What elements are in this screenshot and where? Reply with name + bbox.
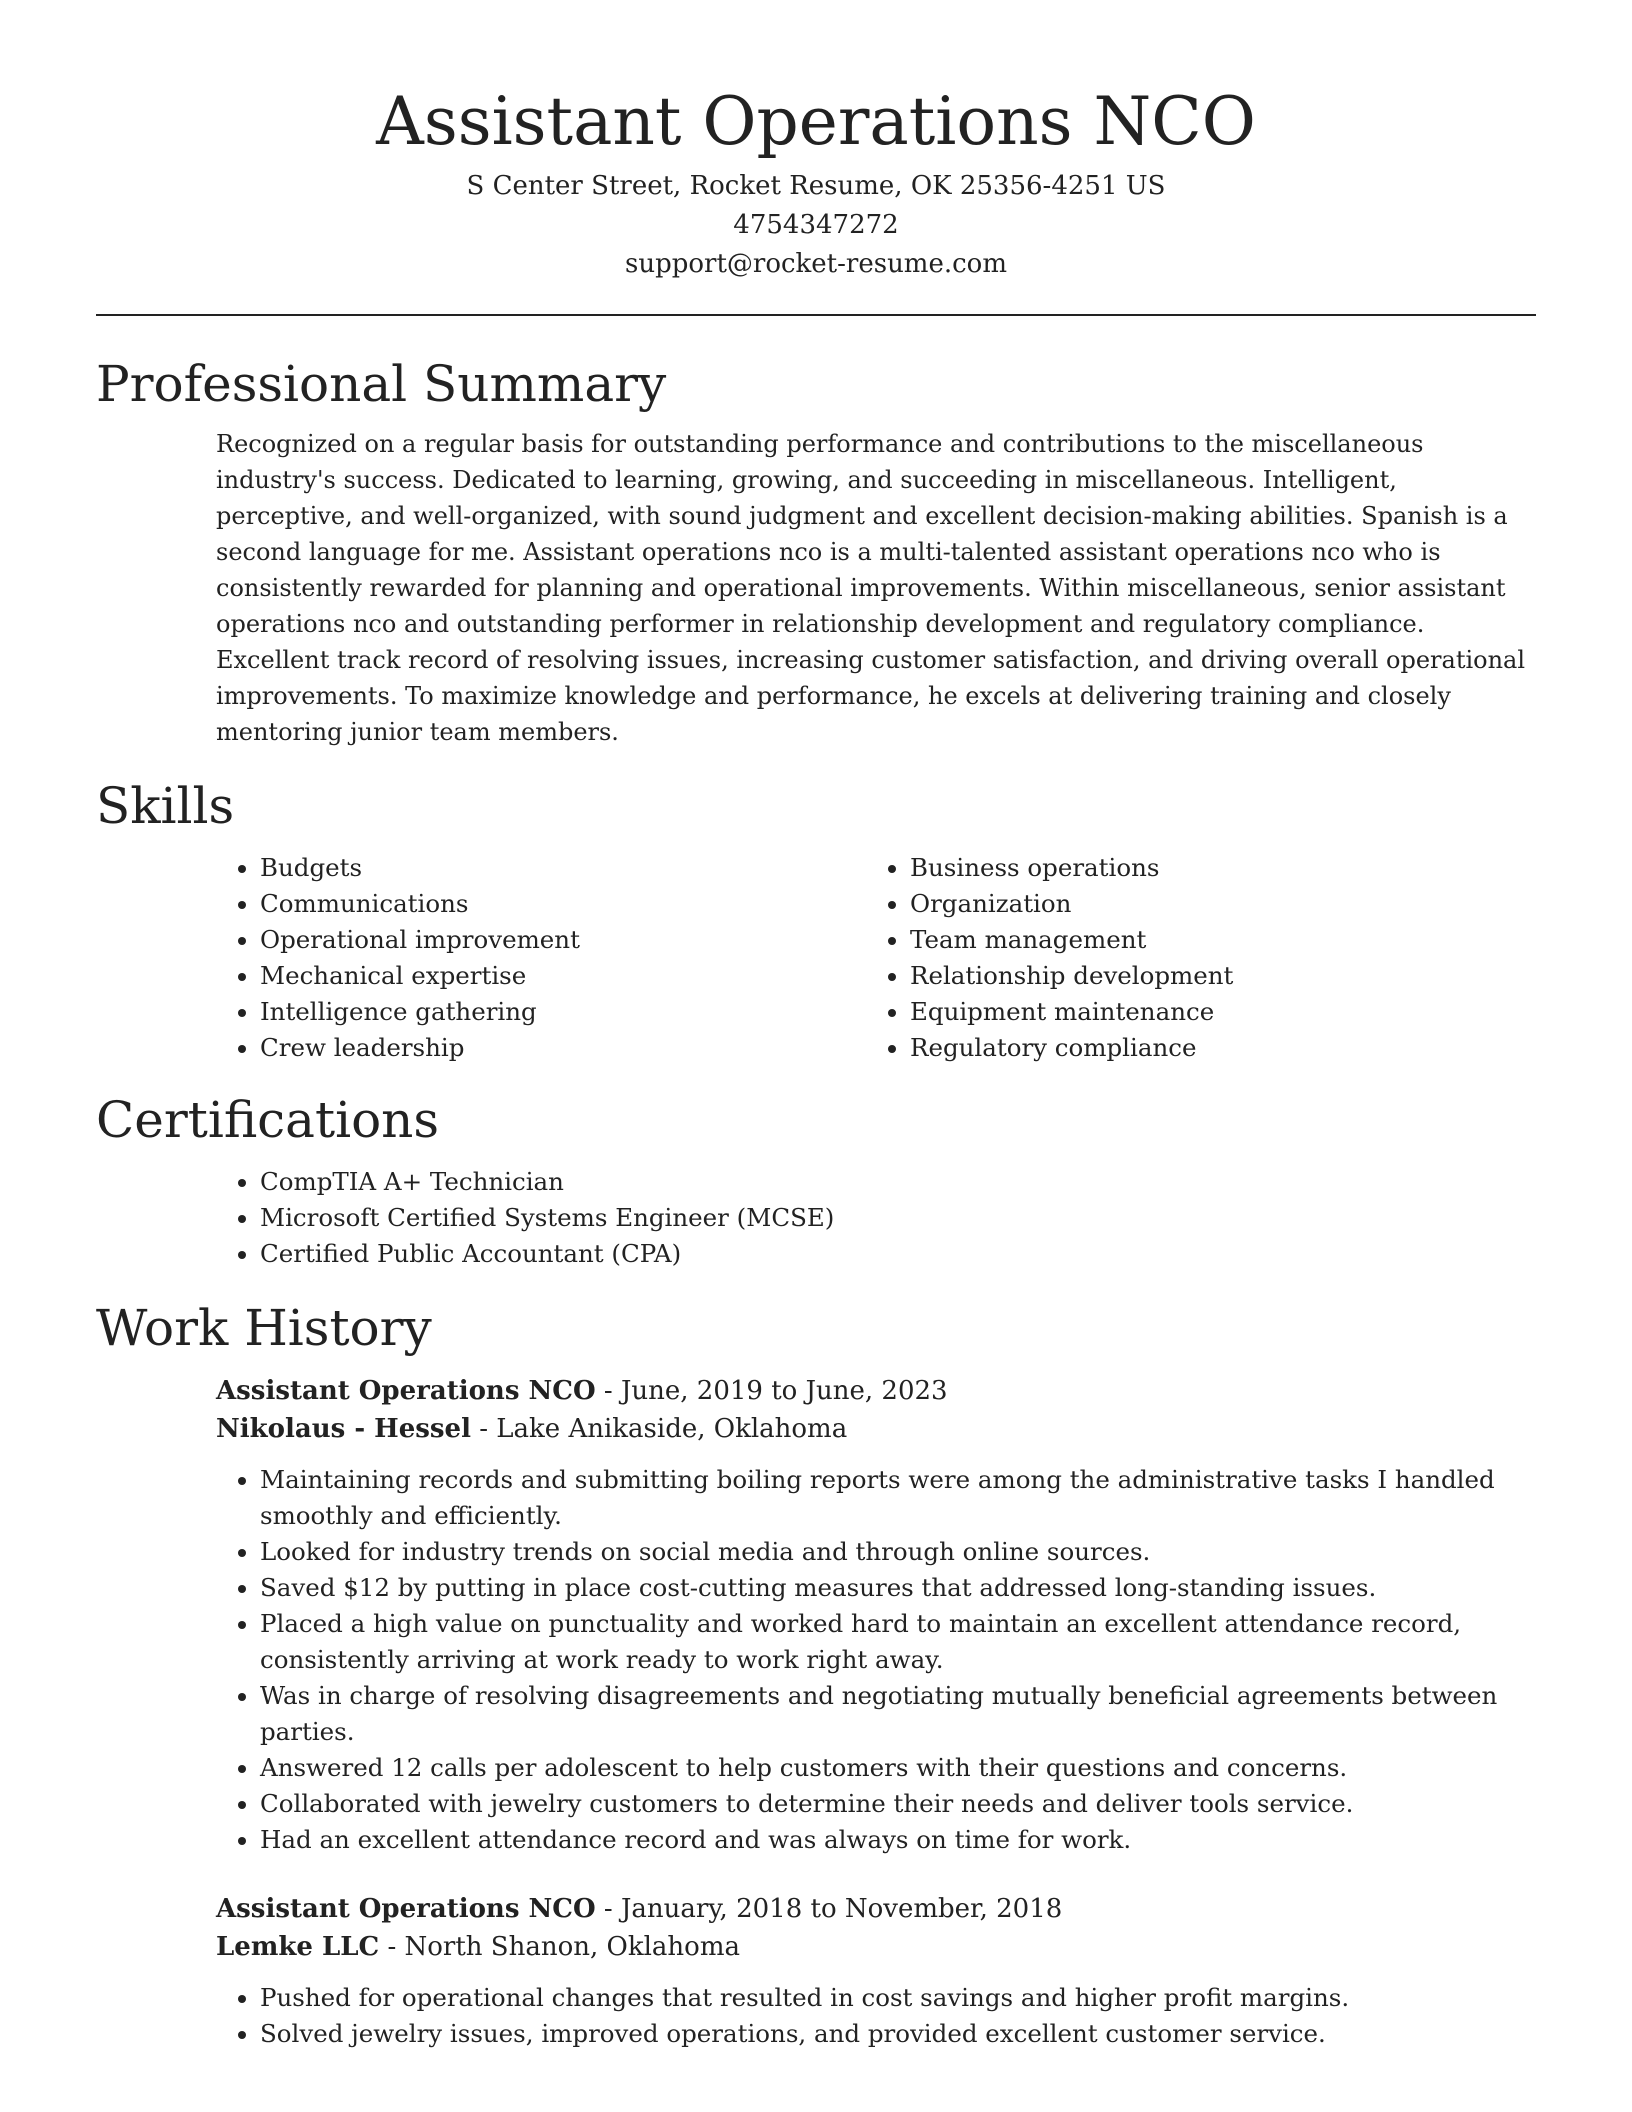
job-entry xyxy=(216,1890,1536,2052)
skill-item: • Regulatory compliance xyxy=(910,1030,1516,1066)
job-company: Lemke LLC xyxy=(216,1931,380,1962)
skills-section xyxy=(96,776,1536,1066)
job-company-line xyxy=(216,1928,1536,1966)
job-bullet: • Looked for industry trends on social media and through online sources. xyxy=(260,1534,1536,1570)
job-entry xyxy=(216,1372,1536,1858)
skill-item: • Communications xyxy=(260,886,866,922)
skill-item: • Organization xyxy=(910,886,1516,922)
work-history-section xyxy=(96,1298,1536,2052)
job-company: Nikolaus - Hessel xyxy=(216,1413,471,1444)
certification-item: • CompTIA A+ Technician xyxy=(260,1164,1536,1200)
header-divider xyxy=(96,314,1536,316)
job-bullets xyxy=(216,1980,1536,2052)
job-bullet: • Collaborated with jewelry customers to determine their needs and deliver tools service. xyxy=(260,1786,1536,1822)
job-dates: - January, 2018 to November, 2018 xyxy=(595,1893,1063,1924)
job-bullet: • Had an excellent attendance record and was always on time for work. xyxy=(260,1822,1536,1858)
skills-column-left xyxy=(216,850,866,1066)
job-location: - North Shanon, Oklahoma xyxy=(379,1931,740,1962)
job-bullet: • Pushed for operational changes that resulted in cost savings and higher profit margins. xyxy=(260,1980,1536,2016)
phone: 4754347272 xyxy=(733,209,899,240)
job-bullet: • Was in charge of resolving disagreements and negotiating mutually beneficial agreements between parties. xyxy=(260,1678,1536,1750)
certifications-section xyxy=(96,1090,1536,1272)
job-bullet: • Answered 12 calls per adolescent to help customers with their questions and concerns. xyxy=(260,1750,1536,1786)
certification-item: • Certified Public Accountant (CPA) xyxy=(260,1236,1536,1272)
skill-item: • Crew leadership xyxy=(260,1030,866,1066)
skill-item: • Equipment maintenance xyxy=(910,994,1516,1030)
skill-item: • Business operations xyxy=(910,850,1516,886)
certification-item: • Microsoft Certified Systems Engineer (MCSE) xyxy=(260,1200,1536,1236)
skill-item: • Budgets xyxy=(260,850,866,886)
certifications-title: Certifications xyxy=(96,1090,440,1149)
certifications-list xyxy=(216,1164,1536,1272)
work-history-title: Work History xyxy=(96,1298,432,1357)
skill-item: • Mechanical expertise xyxy=(260,958,866,994)
skill-item: • Team management xyxy=(910,922,1516,958)
summary-text: Recognized on a regular basis for outstanding performance and contributions to the miscellaneous industry's success. Dedicated to learning, growing, and succeeding in miscellaneous. Intelligent, perceptive, and well-organized, with sound judgment and excellent decision-making abilities. Spanish is a second language for me. Assistant operations nco is a multi-talented assistant operations nco who is consistently rewarded for planning and operational improvements. Within miscellaneous, senior assistant operations nco and outstanding performer in relationship development and regulatory compliance. Excellent track record of resolving issues, increasing customer satisfaction, and driving overall operational improvements. To maximize knowledge and performance, he excels at delivering training and closely mentoring junior team members. xyxy=(216,429,1526,746)
job-title-line xyxy=(216,1372,1536,1410)
job-company-line xyxy=(216,1410,1536,1448)
job-title: Assistant Operations NCO xyxy=(216,1375,596,1406)
job-bullet: • Saved $12 by putting in place cost-cutting measures that addressed long-standing issues. xyxy=(260,1570,1536,1606)
contact-info xyxy=(96,167,1536,284)
job-bullet: • Solved jewelry issues, improved operations, and provided excellent customer service. xyxy=(260,2016,1536,2052)
job-bullet: • Maintaining records and submitting boiling reports were among the administrative tasks I handled smoothly and efficiently. xyxy=(260,1462,1536,1534)
skills-title: Skills xyxy=(96,776,235,835)
skill-item: • Operational improvement xyxy=(260,922,866,958)
summary-section xyxy=(96,354,1536,750)
job-title: Assistant Operations NCO xyxy=(216,1893,596,1924)
skill-item: • Relationship development xyxy=(910,958,1516,994)
resume-page xyxy=(96,0,1536,2052)
skills-column-right xyxy=(866,850,1516,1066)
address: S Center Street, Rocket Resume, OK 25356-4251 US xyxy=(466,170,1166,201)
job-bullet: • Placed a high value on punctuality and worked hard to maintain an excellent attendance record, consistently arriving at work ready to work right away. xyxy=(260,1606,1536,1678)
skills-grid xyxy=(216,850,1536,1066)
summary-title: Professional Summary xyxy=(96,354,667,413)
email: support@rocket-resume.com xyxy=(624,248,1007,279)
candidate-name: Assistant Operations NCO xyxy=(376,83,1256,160)
job-location: - Lake Anikaside, Oklahoma xyxy=(470,1413,848,1444)
job-dates: - June, 2019 to June, 2023 xyxy=(595,1375,948,1406)
skill-item: • Intelligence gathering xyxy=(260,994,866,1030)
job-title-line xyxy=(216,1890,1536,1928)
resume-header xyxy=(96,0,1536,284)
job-bullets xyxy=(216,1462,1536,1858)
